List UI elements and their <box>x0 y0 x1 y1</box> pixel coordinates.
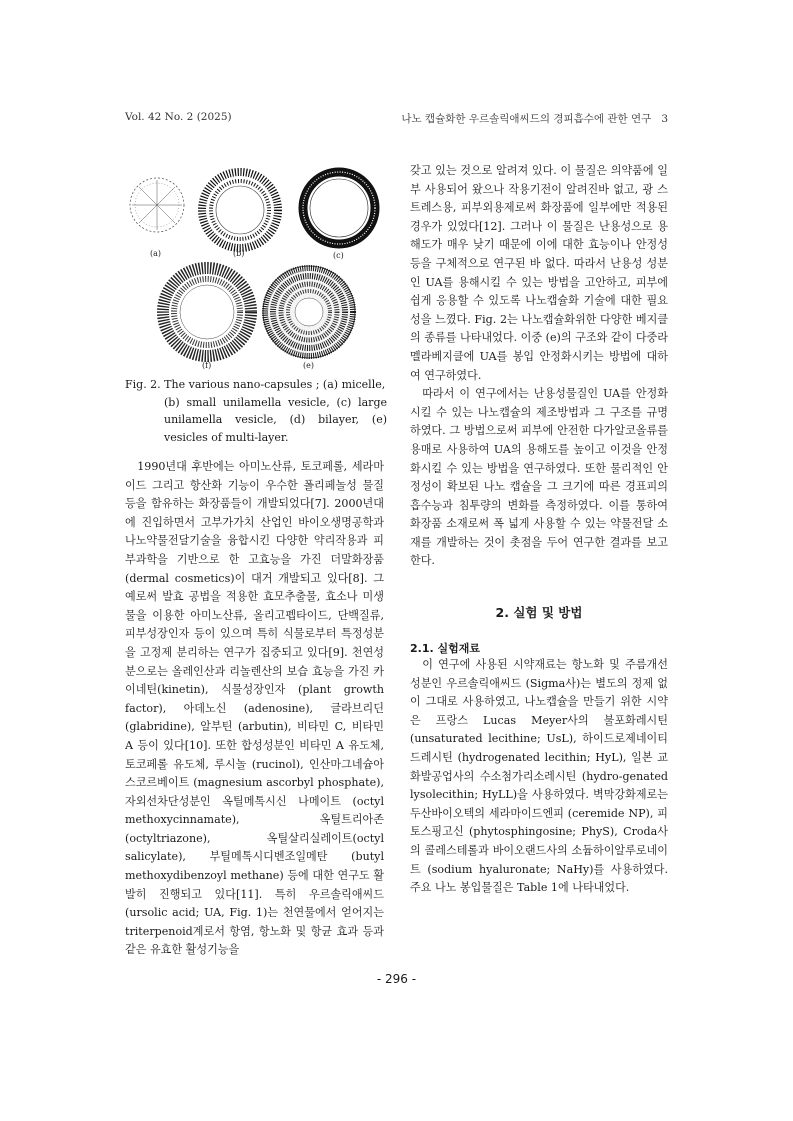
running-title-text: 나노 캡슐화한 우르솔릭애씨드의 경피흡수에 관한 연구 <box>401 113 652 125</box>
nanocapsule-diagram <box>125 160 387 376</box>
running-header <box>125 111 668 127</box>
header-page-number: 3 <box>661 113 668 125</box>
small-vesicle-drawing <box>202 172 278 248</box>
journal-volume: Vol. 42 No. 2 (2025) <box>125 111 232 123</box>
paragraph: 1990년대 후반에는 아미노산류, 토코페롤, 세라마이드 그리고 항산화 기능이 우수한 폴리페놀성 물질 등을 함유하는 화장품들이 개발되었다[7]. 2000년대에 진입하면서 고부가가치 산업인 바이오생명공학과 나노약물전달기술을 융합시킨 다양한 약리작용과 피부과학을 기반으로 한 고효능을 가진 더말화장품(dermal cosmetics)이 대거 개발되고 있다[8]. 그 예로써 발효 공법을 적용한 효모추출물, 효소나 미생물을 이용한 아미노산류, 올리고펩타이드, 단백질류, 피부성장인자 등이 있으며 특히 식물로부터 특정성분을 고정제 분리하는 연구가 집중되고 있다[9]. 천연성분으로는 올레인산과 리놀렌산의 보습 효능을 가진 카이네틴(kinetin), 식물성장인자 (plant growth factor), 아데노신 (adenosine), 글라브리딘 (glabridine), 알부틴 (arbutin), 비타민 C, 비타민 A 등이 있다[10]. 또한 합성성분인 비타민 A 유도체, 토코페롤 유도체, 루시놀 (rucinol), 인산마그네슘아스코르베이트 (magnesium ascorbyl phosphate), 자외선차단성분인 옥틸메톡시신 나메이트 (octyl methoxycinnamate), 옥틸트리아존(octyltriazone), 옥틸살리실레이트(octyl salicylate), 부틸메톡시디벤조일메탄 (butyl methoxydibenzoyl methane) 등에 대한 연구도 활발히 진행되고 있다[11]. 특히 우르솔릭애씨드 (ursolic acid; UA, Fig. 1)는 천연물에서 얻어지는 triterpenoid계로서 항염, 항노화 및 항균 효과 등과 같은 유효한 활성기능을 <box>125 460 384 957</box>
left-column-body <box>125 458 384 960</box>
label-b: (b) <box>233 249 245 258</box>
paragraph: 따라서 이 연구에서는 난용성물질인 UA를 안정화시킬 수 있는 나노캡슐의 제조방법과 그 구조를 규명하였다. 그 방법으로써 피부에 안전한 다가알코올류를 용매로 사용하여 UA의 용해도를 높이고 이것을 안정화시킬 수 있는 방법을 연구하였다. 또한 물리적인 안정성이 확보된 나노 캡슐을 그 크기에 따른 경표피의 흡수능과 침투량의 변화를 측정하였다. 이를 통하여 화장품 소재로써 폭 넓게 사용할 수 있는 약물전달 소재를 개발하는 것이 촛점을 두어 연구한 결과를 보고한다. <box>410 387 668 568</box>
multilayer-vesicle-drawing <box>263 266 355 358</box>
paragraph: 갖고 있는 것으로 알려져 있다. 이 물질은 의약품에 일부 사용되어 왔으나 작용기전이 알려진바 없고, 광 스트레스용, 피부외용제로써 화장품에 일부에만 적용된 경우가 있었다[12]. 그러나 이 물질은 난용성으로 용해도가 매우 낮기 때문에 이에 대한 효능이나 안정성 등을 구체적으로 연구된 바 없다. 따라서 난용성 성분인 UA를 용해시킬 수 있는 방법을 고안하고, 피부에 쉽게 응용할 수 있도록 나노캡슐화 기술에 대한 필요성을 느꼈다. Fig. 2는 나노캡슐화위한 다양한 베지클의 종류를 나타내었다. 이중 (e)의 구조와 같이 다중라멜라베지클에 UA를 봉입 안정화시키는 방법에 대하여 연구하였다. <box>410 164 668 382</box>
paragraph: 이 연구에 사용된 시약재료는 항노화 및 주름개선 성분인 우르솔릭애씨드 (Sigma사)는 별도의 정제 없이 그대로 사용하였고, 나노캡슐을 만들기 위한 시약은 프랑스 Lucas Meyer사의 불포화레시틴 (unsaturated lecithine; UsL), 하이드로제네이티드레시틴 (hydrogenated lecithin; HyL), 일본 교화발공업사의 수소첨가리소레시틴 (hydro-genated lysolecithin; HyLL)을 사용하였다. 벽막강화제로는 두산바이오텍의 세라마이드엔피 (ceremide NP), 피토스핑고신 (phytosphingosine; PhyS), Croda사의 콜레스테롤과 바이오랜드사의 소듐하이알루로네이트 (sodium hyaluronate; NaHy)를 사용하였다. 주요 나노 봉입물질은 Table 1에 나타내었다. <box>410 658 668 895</box>
subsection-title: 2.1. 실험재료 <box>410 642 480 655</box>
right-column-body <box>410 162 668 571</box>
right-column-materials <box>410 656 668 898</box>
section-title: 2. 실험 및 방법 <box>495 605 583 620</box>
micelle-drawing <box>130 178 184 232</box>
label-c: (c) <box>333 251 344 260</box>
figure-caption <box>125 376 387 446</box>
caption-rest: (b) small unilamella vesicle, (c) large unilamella vesicle, (d) bilayer, (e) vesicles of multi-layer. <box>164 395 387 444</box>
label-f: (f) <box>202 361 212 370</box>
figure-nanocapsules <box>125 160 387 376</box>
bilayer-vesicle-drawing <box>163 268 251 356</box>
caption-lead: Fig. 2. The various nano-capsules ; (a) micelle, <box>125 378 386 391</box>
label-a: (a) <box>150 249 162 258</box>
page-footer: - 296 - <box>376 972 417 986</box>
large-vesicle-drawing <box>303 172 375 244</box>
label-e: (e) <box>303 361 314 370</box>
running-title <box>401 111 668 126</box>
